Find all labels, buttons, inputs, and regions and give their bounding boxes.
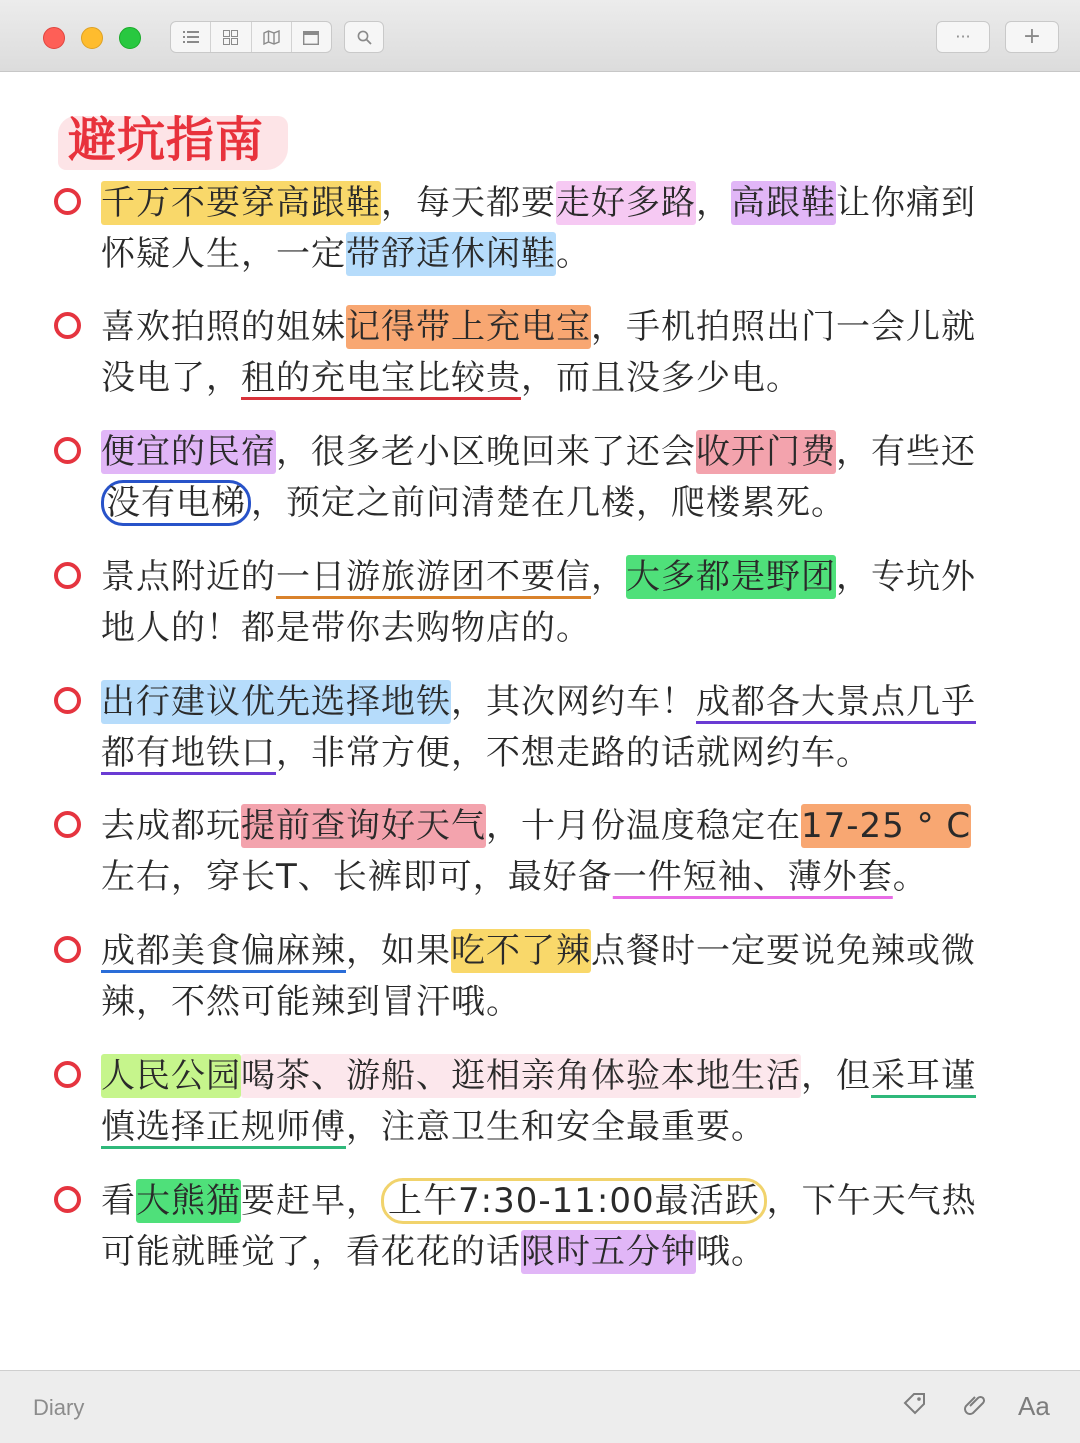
text-run: 。 bbox=[892, 857, 928, 897]
highlight-green: 大多都是野团 bbox=[626, 557, 836, 597]
text-run: 。 bbox=[556, 234, 591, 274]
checkbox[interactable] bbox=[54, 1061, 81, 1088]
window-titlebar bbox=[0, 0, 1080, 72]
tag-button[interactable] bbox=[902, 1391, 928, 1423]
underline-red: 租的充电宝比较贵 bbox=[241, 358, 521, 398]
text-run: ，专坑外地人的！都是带你去购物店的。 bbox=[101, 557, 976, 648]
item-text bbox=[101, 1051, 1001, 1153]
underline-green: 采耳谨慎选择正规师傅 bbox=[101, 1056, 976, 1147]
calendar-view-button[interactable] bbox=[292, 22, 331, 52]
highlight-lime: 人民公园 bbox=[101, 1056, 241, 1096]
checkbox[interactable] bbox=[54, 811, 81, 838]
item-text bbox=[101, 302, 1001, 404]
tag-icon bbox=[902, 1391, 928, 1417]
list-icon bbox=[183, 30, 199, 44]
bottom-toolbar bbox=[0, 1370, 1080, 1443]
underline-purple: 成都各大景点几乎都有地铁口 bbox=[101, 682, 976, 773]
text-run: ，非常方便，不想走路的话就网约车。 bbox=[276, 733, 871, 773]
highlight-green: 大熊猫 bbox=[136, 1181, 241, 1221]
text-run: 去成都玩 bbox=[101, 806, 241, 846]
page-title: 避坑指南 bbox=[68, 112, 265, 168]
text-run: ，但 bbox=[801, 1056, 871, 1096]
text-run: 左右，穿长T、长裤即可，最好备 bbox=[101, 857, 613, 897]
highlight-purple: 便宜的民宿 bbox=[101, 432, 276, 472]
checkbox[interactable] bbox=[54, 312, 81, 339]
text-run: ，有些还 bbox=[836, 432, 976, 472]
more-icon: ··· bbox=[955, 27, 971, 46]
highlight-purple: 限时五分钟 bbox=[521, 1232, 696, 1272]
highlight-yellow: 千万不要穿高跟鞋 bbox=[101, 183, 381, 223]
item-text bbox=[101, 552, 1001, 654]
search-button[interactable] bbox=[344, 21, 384, 53]
checkbox[interactable] bbox=[54, 437, 81, 464]
highlight-orange: 记得带上充电宝 bbox=[346, 307, 591, 347]
checkbox[interactable] bbox=[54, 562, 81, 589]
text-run: ，每天都要 bbox=[381, 183, 556, 223]
text-run: 哦。 bbox=[696, 1232, 766, 1272]
highlight-red: 提前查询好天气 bbox=[241, 806, 486, 846]
close-window-button[interactable] bbox=[43, 27, 65, 49]
note-editor[interactable] bbox=[0, 72, 1080, 1370]
text-run: ， bbox=[591, 557, 626, 597]
circled-blue: 没有电梯 bbox=[101, 480, 251, 526]
new-entry-button[interactable] bbox=[1005, 21, 1059, 53]
paperclip-icon bbox=[962, 1391, 988, 1417]
highlight-yellow: 吃不了辣 bbox=[451, 931, 591, 971]
checkbox[interactable] bbox=[54, 188, 81, 215]
text-run: 要赶早， bbox=[241, 1181, 381, 1221]
text-run: ，预定之前问清楚在几楼，爬楼累死。 bbox=[251, 483, 846, 523]
highlight-blue: 带舒适休闲鞋 bbox=[346, 234, 556, 274]
text-run: ，十月份温度稳定在 bbox=[486, 806, 801, 846]
item-text bbox=[101, 926, 1001, 1028]
text-run: ，如果 bbox=[346, 931, 451, 971]
underline-blue: 成都美食偏麻辣 bbox=[101, 931, 346, 971]
text-run: ，其次网约车！ bbox=[451, 682, 696, 722]
grid-view-button[interactable] bbox=[211, 22, 251, 52]
checkbox[interactable] bbox=[54, 1186, 81, 1213]
search-icon bbox=[357, 30, 372, 45]
list-view-button[interactable] bbox=[171, 22, 211, 52]
highlight-orange: 17-25 ° C bbox=[801, 806, 972, 846]
text-run: 景点附近的 bbox=[101, 557, 276, 597]
highlight-blue: 出行建议优先选择地铁 bbox=[101, 682, 451, 722]
minimize-window-button[interactable] bbox=[81, 27, 103, 49]
attachment-button[interactable] bbox=[962, 1391, 988, 1423]
item-text bbox=[101, 178, 1001, 280]
text-run: 让你痛到怀疑人生，一定 bbox=[101, 183, 976, 274]
font-settings-button[interactable]: Aa bbox=[1018, 1391, 1050, 1421]
text-run: 看 bbox=[101, 1181, 136, 1221]
checkbox[interactable] bbox=[54, 936, 81, 963]
item-text bbox=[101, 1176, 1001, 1278]
text-run: ，而且没多少电。 bbox=[521, 358, 801, 398]
item-text bbox=[101, 427, 1001, 529]
maximize-window-button[interactable] bbox=[119, 27, 141, 49]
highlight-light-pink: 喝茶、游船、逛相亲角体验本地生活 bbox=[241, 1056, 801, 1096]
journal-name[interactable]: Diary bbox=[33, 1395, 85, 1420]
highlight-pink: 走好多路 bbox=[556, 183, 696, 223]
text-run: 点餐时一定要说免辣或微辣，不然可能辣到冒汗哦。 bbox=[101, 931, 976, 1022]
item-text bbox=[101, 801, 1001, 903]
view-segmented-control bbox=[170, 21, 332, 53]
text-run: ，注意卫生和安全最重要。 bbox=[346, 1107, 766, 1147]
map-view-button[interactable] bbox=[252, 22, 292, 52]
underline-pink: 一件短袖、薄外套 bbox=[612, 857, 893, 897]
text-run: 喜欢拍照的姐妹 bbox=[101, 307, 346, 347]
text-run: ，下午天气热可能就睡觉了，看花花的话 bbox=[101, 1181, 977, 1272]
text-run: ， bbox=[696, 183, 731, 223]
highlight-purple: 高跟鞋 bbox=[731, 183, 836, 223]
plus-icon: + bbox=[1022, 24, 1042, 49]
circled-yellow: 上午7:30-11:00最活跃 bbox=[381, 1178, 767, 1224]
highlight-red: 收开门费 bbox=[696, 432, 836, 472]
text-run: ，很多老小区晚回来了还会 bbox=[276, 432, 696, 472]
map-icon bbox=[263, 30, 280, 45]
item-text bbox=[101, 677, 1001, 779]
calendar-icon bbox=[303, 30, 319, 45]
grid-icon bbox=[223, 30, 238, 45]
more-options-button[interactable] bbox=[936, 21, 990, 53]
underline-orange: 一日游旅游团不要信 bbox=[276, 557, 591, 597]
title-block bbox=[58, 110, 264, 170]
text-run: ，手机拍照出门一会儿就没电了， bbox=[101, 307, 976, 398]
checkbox[interactable] bbox=[54, 687, 81, 714]
